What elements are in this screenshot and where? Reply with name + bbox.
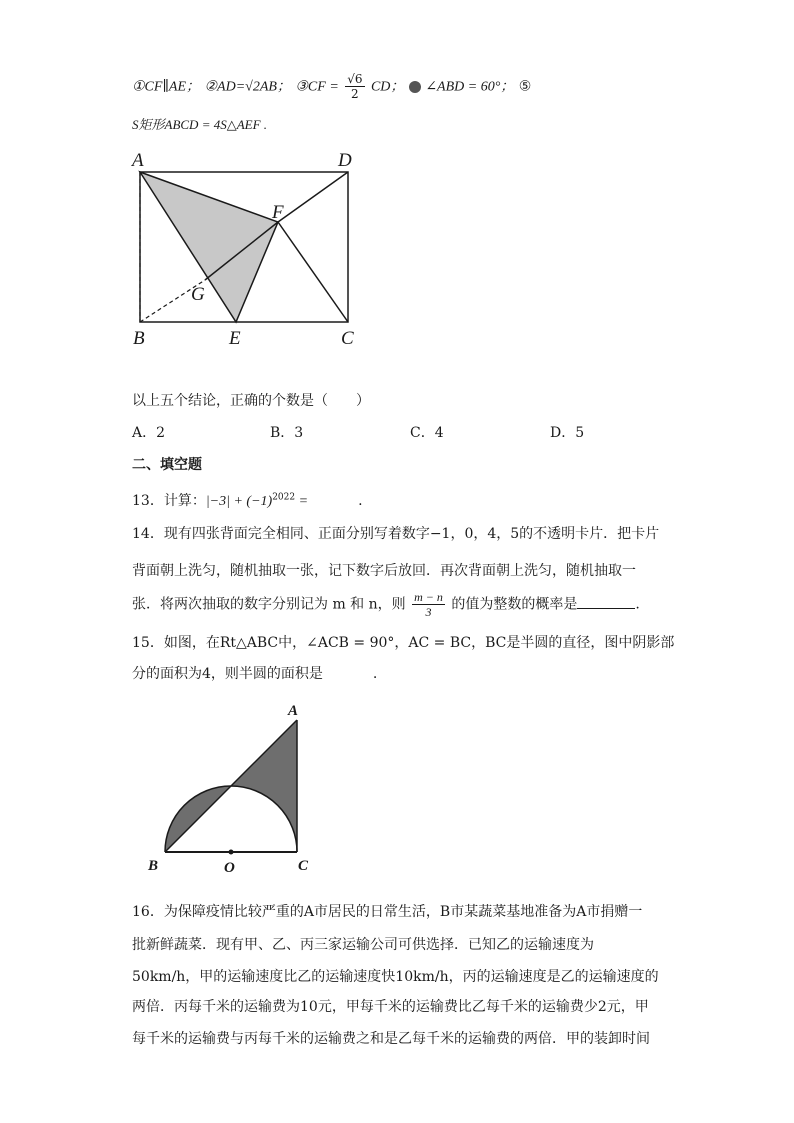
line-fc — [278, 222, 348, 322]
q13-prefix: 13．计算： — [132, 493, 206, 509]
q14-line-3b: 的值为整数的概率是 — [451, 596, 578, 613]
q15-line-1: 15．如图，在Rt△ABC中，∠ACB = 90°，AC = BC，BC是半圆的直径，图中阴影部 — [132, 635, 675, 651]
conclusion-3a: ③CF = — [295, 79, 339, 95]
label-a: A — [132, 150, 144, 171]
q14-fraction-numerator: m − n — [414, 590, 443, 604]
conclusions-line — [132, 72, 531, 101]
conclusion-3b: CD； — [370, 79, 405, 95]
q14-answer-blank — [577, 596, 635, 609]
semicircle-figure — [140, 700, 340, 880]
q12-option-c: C．4 — [410, 425, 444, 441]
center-point-o — [229, 850, 234, 855]
q16-line-4: 两倍．丙每千米的运输费为10元，甲每千米的运输费比乙每千米的运输费少2元，甲 — [132, 999, 649, 1015]
q13-exponent: 2022 — [272, 492, 296, 503]
cf-fraction — [345, 72, 364, 101]
cf-fraction-denominator: 2 — [351, 87, 359, 101]
q13 — [132, 490, 363, 510]
conclusion-2b: =√2AB； — [235, 79, 291, 95]
conclusion-2a: ②AD — [204, 79, 236, 95]
q14-fraction-denominator: 3 — [425, 605, 432, 619]
label-f: F — [272, 202, 284, 223]
section-heading: 二、填空题 — [132, 457, 202, 473]
q14-line-3a: 张．将两次抽取的数字分别记为 m 和 n，则 — [132, 596, 406, 613]
q14-fraction — [412, 590, 445, 619]
q13-end: . — [358, 493, 363, 509]
q13-equals: = — [295, 494, 309, 509]
q16-line-5: 每千米的运输费与丙每千米的运输费之和是乙每千米的运输费的两倍．甲的装卸时间 — [132, 1031, 650, 1047]
q14-line-1: 14．现有四张背面完全相同、正面分别写着数字−1，0，4，5的不透明卡片．把卡片 — [132, 526, 660, 542]
q15-end: . — [372, 666, 378, 682]
label-d: D — [338, 150, 352, 171]
label-b: B — [133, 328, 145, 346]
label-e: E — [229, 328, 241, 346]
q14-end: . — [635, 596, 640, 613]
label-b: B — [148, 858, 159, 874]
conclusion-5: ⑤ — [518, 78, 532, 95]
q12-option-b: B．3 — [270, 425, 304, 441]
conclusion-4: ∠ABD = 60°； — [425, 79, 515, 95]
q16-line-2: 批新鲜蔬菜．现有甲、乙、丙三家运输公司可供选择．已知乙的运输速度为 — [132, 937, 594, 953]
label-g: G — [191, 284, 205, 305]
q12-option-d: D．5 — [550, 425, 585, 441]
q16-line-3: 50km/h，甲的运输速度比乙的运输速度快10km/h，丙的运输速度是乙的运输速度的 — [132, 969, 659, 985]
area-formula: S矩形ABCD = 4S△AEF . — [132, 117, 268, 132]
q16-line-1: 16．为保障疫情比较严重的A市居民的日常生活，B市某蔬菜基地准备为A市捐赠一 — [132, 904, 643, 920]
label-c: C — [298, 858, 309, 874]
q14-line-2: 背面朝上洗匀，随机抽取一张，记下数字后放回．再次背面朝上洗匀，随机抽取一 — [132, 563, 636, 579]
q12-option-a: A．2 — [132, 425, 166, 441]
q14-line-3 — [132, 590, 640, 619]
line-df — [278, 172, 348, 222]
rectangle-figure — [128, 146, 388, 346]
q13-expression: |−3| + (−1) — [205, 494, 273, 509]
label-c: C — [341, 328, 354, 346]
cf-fraction-numerator: √6 — [347, 72, 363, 86]
label-o: O — [224, 860, 235, 876]
label-a: A — [288, 703, 299, 719]
q12-stem: 以上五个结论，正确的个数是（ ） — [132, 393, 370, 409]
q15-line-2-text: 分的面积为4，则半圆的面积是 — [132, 666, 323, 682]
conclusion-1: ①CF∥AE； — [132, 79, 201, 95]
q15-line-2 — [132, 663, 377, 683]
shaded-triangle-aef — [140, 172, 278, 322]
circle-blot-icon — [409, 81, 421, 93]
